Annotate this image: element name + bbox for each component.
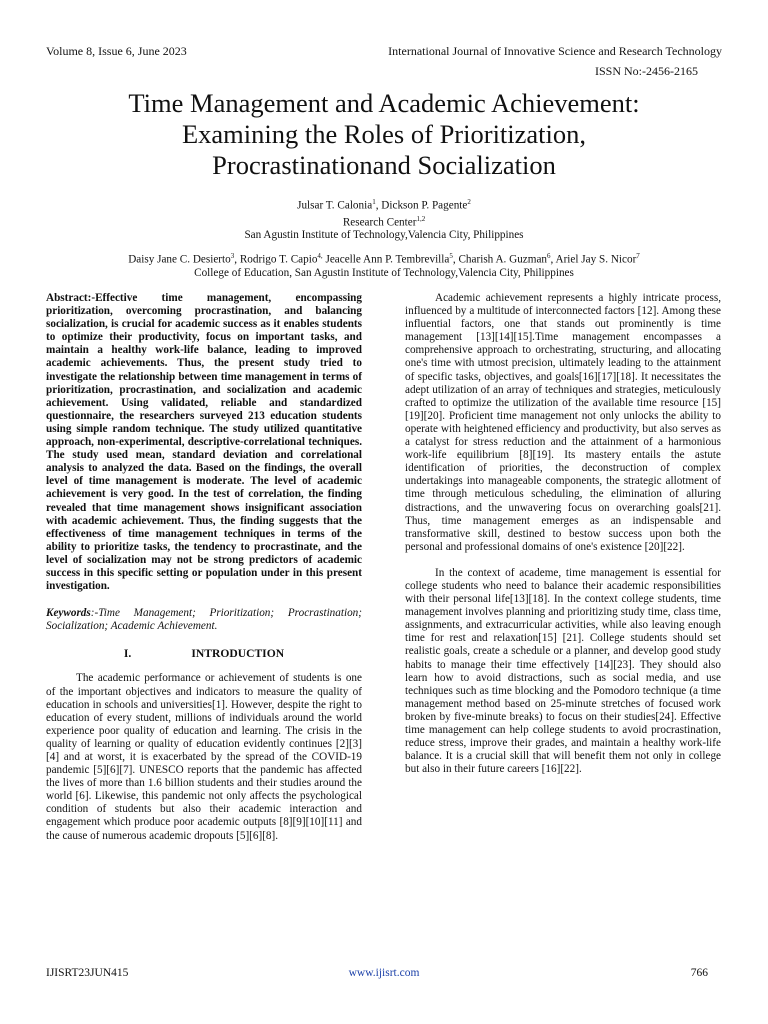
research-center <box>40 213 728 230</box>
paper-title <box>40 88 728 181</box>
author-desierto: Daisy Jane C. Desierto <box>128 253 231 266</box>
author-sup: 1 <box>372 198 376 206</box>
journal-name: International Journal of Innovative Science and Research Technology <box>388 44 722 58</box>
page-number: 766 <box>690 967 708 979</box>
title-line-3: Procrastinationand Socialization <box>212 150 556 180</box>
author-sup: 6 <box>547 252 551 260</box>
keywords <box>46 607 362 633</box>
body-paragraph-1: Academic achievement represents a highly intricate process, influenced by a multitude of interconnected factors [12]. Among these influential factors, one that stands out prominently is time management [13][14][15].Time management encompasses a comprehensive approach to orchestrating, structuring, and allocating one's time with utmost precision, ultimately leading to the attainment of specific tasks, objectives, and goals[16][17][18]. It necessitates the adept utilization of an array of techniques and strategies, meticulously crafted to optimize the utilization of the available time resource [15][19][20]. Proficient time management not only unlocks the ability to operate with heightened efficiency and productivity, but also serves as a catalyst for stress reduction and the attainment of a harmonious work-life equilibrium [8][19]. Its mastery entails the astute identification of priorities, the deconstruction of complex undertakings into manageable components, the strategic allotment of time through meticulous scheduling, the elimination of alluring distractions, and the unwavering focus on overarching goals[21]. Thus, time management emerges as an indispensable and transformative skill, destined to bestow success upon both the personal and professional domains of one's existence [20][22]. <box>405 292 721 553</box>
author-sup: 7 <box>636 252 640 260</box>
author-sup: 2 <box>467 198 471 206</box>
author-block-1 <box>40 196 728 242</box>
body-paragraph-2: In the context of academe, time management is essential for college students who need to balance their academic responsibilities with their personal life[13][18]. In the context college students, time management involves planning and prioritizing study time, class time, assignments, and extracurricular activities, while also leaving enough time for rest and relaxation[15] [21]. College students should set realistic goals, create a schedule or a planner, and develop good study habits to manage their time effectively [14][23]. They should also learn how to avoid distractions, such as social media, and use techniques such as time blocking and the Pomodoro technique (a time management method based on 25-minute stretches of focused work broken by five-minute breaks) to focus on their studies[24]. Effective time management can help college students to avoid procrastination, reduce stress, improve their grades, and maintain a healthy work-life balance. It is a crucial skill that will benefit them not only in college but also in their future careers [16][22]. <box>405 566 721 776</box>
abstract: Abstract:-Effective time management, encompassing prioritization, overcoming procrastination, and balancing socialization, is crucial for academic success as it enables students to optimize their productivity, focus on important tasks, and maintain a healthy work-life balance, leading to improved academic achievements. Thus, the present study tried to investigate the relationship between time management in terms of prioritization, procrastination, and socialization and academic achievement. Using validated, reliable and standardized questionnaire, the researchers surveyed 213 education students using simple random technique. The study utilized quantitative approach, non-experimental, descriptive-correlational techniques. The study used mean, standard deviation and correlational analysis to analyzed the data. Based on the findings, the overall level of time management is moderate. The level of academic achievement is very good. In the test of correlation, the finding revealed that time management shows insignificant association with academic achievement. Thus, the finding suggests that the effectiveness of time management techniques in terms of the ability to prioritize tasks, the tendency to procrastinate, and the level of socialization may not be strong predictors of academic success in this specific setting or population under in this present investigation. <box>46 292 362 593</box>
journal-url-link[interactable]: www.ijisrt.com <box>348 967 420 979</box>
section-number: I. <box>123 647 132 661</box>
title-line-1: Time Management and Academic Achievement: <box>128 88 640 118</box>
author-sup: 5 <box>449 252 453 260</box>
intro-paragraph-1: The academic performance or achievement of students is one of the important objectives and indicators to measure the quality of education in schools and universities[1]. However, despite the right to education of every student, millions of individuals around the world experience poor quality of education and learning. The crisis in the quality of learning or quality of education evidently continues [2][3][4] and at worst, it is exacerbated by the spread of the COVID-19 pandemic [5][6][7]. UNESCO reports that the pandemic has affected the lives of more than 1.6 billion students and their studies around the world [6]. Likewise, this pandemic not only affects the psychological condition of students but also their academic interaction and engagement which produce poor academic outputs [8][9][10][11] and the cause of numerous academic dropouts [5][6][8]. <box>46 672 362 842</box>
author-calonia: Julsar T. Calonia <box>297 199 373 212</box>
author-nicor: , Ariel Jay S. Nicor <box>550 253 637 266</box>
author-sup: 1,2 <box>416 214 426 223</box>
paper-code: IJISRT23JUN415 <box>46 967 129 979</box>
author-pagente: , Dickson P. Pagente <box>375 199 468 212</box>
keywords-label: Keywords <box>46 607 91 620</box>
section-heading-introduction <box>46 647 362 660</box>
author-names-1 <box>40 196 728 213</box>
author-names-2 <box>40 250 728 267</box>
title-line-2: Examining the Roles of Prioritization, <box>181 119 587 149</box>
keywords-text: :-Time Management; Prioritization; Procrastination; Socialization; Academic Achievement. <box>46 607 362 633</box>
author-tembrevilla: Jeacelle Ann P. Tembrevilla <box>322 253 450 266</box>
issn-number: ISSN No:-2456-2165 <box>594 64 698 78</box>
author-sup: 4, <box>317 252 323 260</box>
affiliation-1: San Agustin Institute of Technology,Valencia City, Philippines <box>244 229 524 242</box>
author-sup: 3 <box>230 252 235 260</box>
author-capio: , Rodrigo T. Capio <box>234 253 318 266</box>
left-column <box>46 292 362 843</box>
author-guzman: , Charish A. Guzman <box>452 253 548 266</box>
author-block-2 <box>40 250 728 280</box>
affiliation-2: College of Education, San Agustin Institute of Technology,Valencia City, Philippines <box>194 266 574 279</box>
right-column <box>405 292 721 776</box>
volume-issue: Volume 8, Issue 6, June 2023 <box>46 44 187 58</box>
section-title: INTRODUCTION <box>191 647 285 661</box>
research-center-label: Research Center <box>342 216 417 229</box>
